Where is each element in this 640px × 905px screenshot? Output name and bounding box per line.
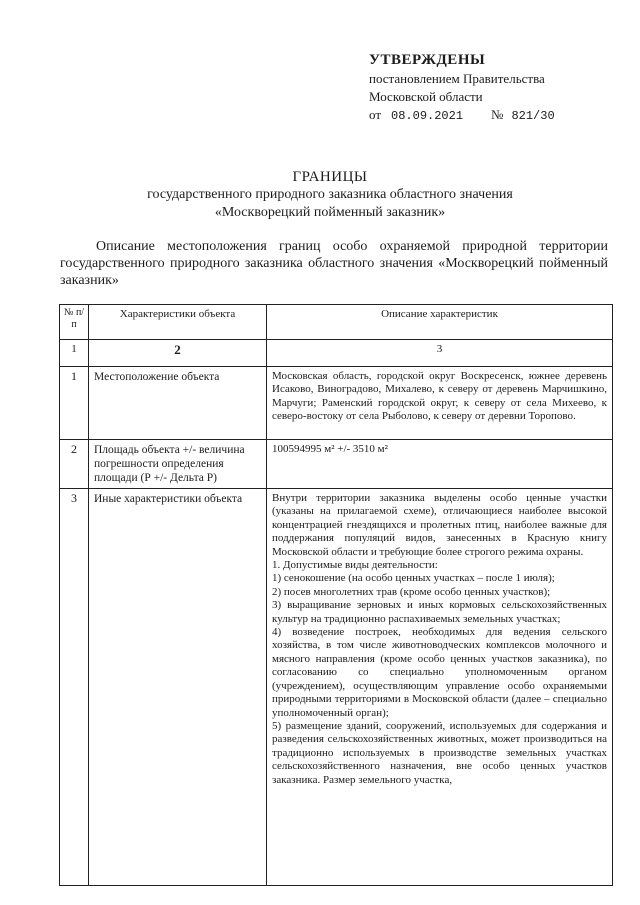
title-line-3: «Москворецкий пойменный заказник» bbox=[214, 205, 446, 220]
table-row bbox=[60, 367, 613, 440]
row-description bbox=[267, 489, 613, 886]
approval-line-2: Московской области bbox=[369, 89, 483, 104]
description-paragraph: 5) размещение зданий, сооружений, используемых для содержания и разведения сельскохозяйственных животных, может производиться на традиционно используемых в производстве земельных участках сельскохозяйственного назначения, вне особо ценных участков заказника. Размер земельного участка, bbox=[272, 719, 607, 786]
intro-paragraph: Описание местоположения границ особо охраняемой природной территории государственного природного заказника областного значения «Москворецкий пойменный заказник» bbox=[60, 239, 608, 288]
approval-number: 821/30 bbox=[511, 109, 555, 123]
row-number: 1 bbox=[60, 367, 89, 440]
row-characteristic: Площадь объекта +/- величина погрешности определения площади (Р +/- Дельта Р) bbox=[89, 440, 267, 489]
row-characteristic: Местоположение объекта bbox=[89, 367, 267, 440]
row-number: 3 bbox=[60, 489, 89, 886]
title-line-1: ГРАНИЦЫ bbox=[292, 169, 368, 185]
column-number-3: 3 bbox=[267, 340, 613, 367]
header-number: № п/п bbox=[60, 305, 89, 340]
approval-line-1: постановлением Правительства bbox=[369, 71, 545, 86]
approval-stamp bbox=[369, 50, 629, 125]
row-description: Московская область, городской округ Воскресенск, южнее деревень Исаково, Виноградово, Михалево, к северу от деревень Марчишкино, Марчуги; Раменский городской округ, к северу от села Михеево, к северо-востоку от села Рыболово, к северу от деревни Торопово. bbox=[267, 367, 613, 440]
table-header-row bbox=[60, 305, 613, 340]
description-paragraph: Внутри территории заказника выделены особо ценные участки (указаны на прилагаемой схеме), отличающиеся наиболее высокой концентрацией гнездящихся и пролетных птиц, наиболее важные для поддержания популяций видов, занесенных в Красную книгу Московской области и требующие более строгого режима охраны. bbox=[272, 492, 607, 558]
description-paragraph: 1. Допустимые виды деятельности: bbox=[272, 559, 438, 572]
description-paragraph: 1) сенокошение (на особо ценных участках – после 1 июля); bbox=[272, 572, 555, 585]
row-description: 100594995 м² +/- 3510 м² bbox=[267, 440, 613, 489]
row-number: 2 bbox=[60, 440, 89, 489]
approval-from-label: от bbox=[369, 107, 382, 122]
document-title bbox=[60, 168, 600, 222]
column-number-2: 2 bbox=[89, 340, 267, 367]
header-characteristic: Характеристики объекта bbox=[89, 305, 267, 340]
description-paragraph: 4) возведение построек, необходимых для ведения сельского хозяйства, в том числе животноводческих комплексов молочного и мясного направления (кроме особо ценных участков заказника), по согласованию со специально уполномоченным органом (учреждением), осуществляющим управление особо охраняемыми природными территориями в Московской области (далее – специально уполномоченный орган); bbox=[272, 626, 607, 719]
row-characteristic: Иные характеристики объекта bbox=[89, 489, 267, 886]
table-row bbox=[60, 440, 613, 489]
header-description: Описание характеристик bbox=[267, 305, 613, 340]
characteristics-table bbox=[59, 304, 613, 886]
column-number-row bbox=[60, 340, 613, 367]
description-paragraph: 3) выращивание зерновых и иных кормовых сельскохозяйственных культур на традиционно распахиваемых земельных участках; bbox=[272, 599, 607, 625]
title-line-2: государственного природного заказника областного значения bbox=[147, 187, 513, 202]
column-number-1: 1 bbox=[60, 340, 89, 367]
approval-number-label: № bbox=[491, 107, 504, 122]
approval-date: 08.09.2021 bbox=[391, 109, 464, 123]
approval-reference bbox=[369, 106, 629, 125]
table-row bbox=[60, 489, 613, 886]
description-paragraph: 2) посев многолетних трав (кроме особо ценных участков); bbox=[272, 585, 551, 598]
approval-heading: УТВЕРЖДЕНЫ bbox=[369, 52, 486, 68]
